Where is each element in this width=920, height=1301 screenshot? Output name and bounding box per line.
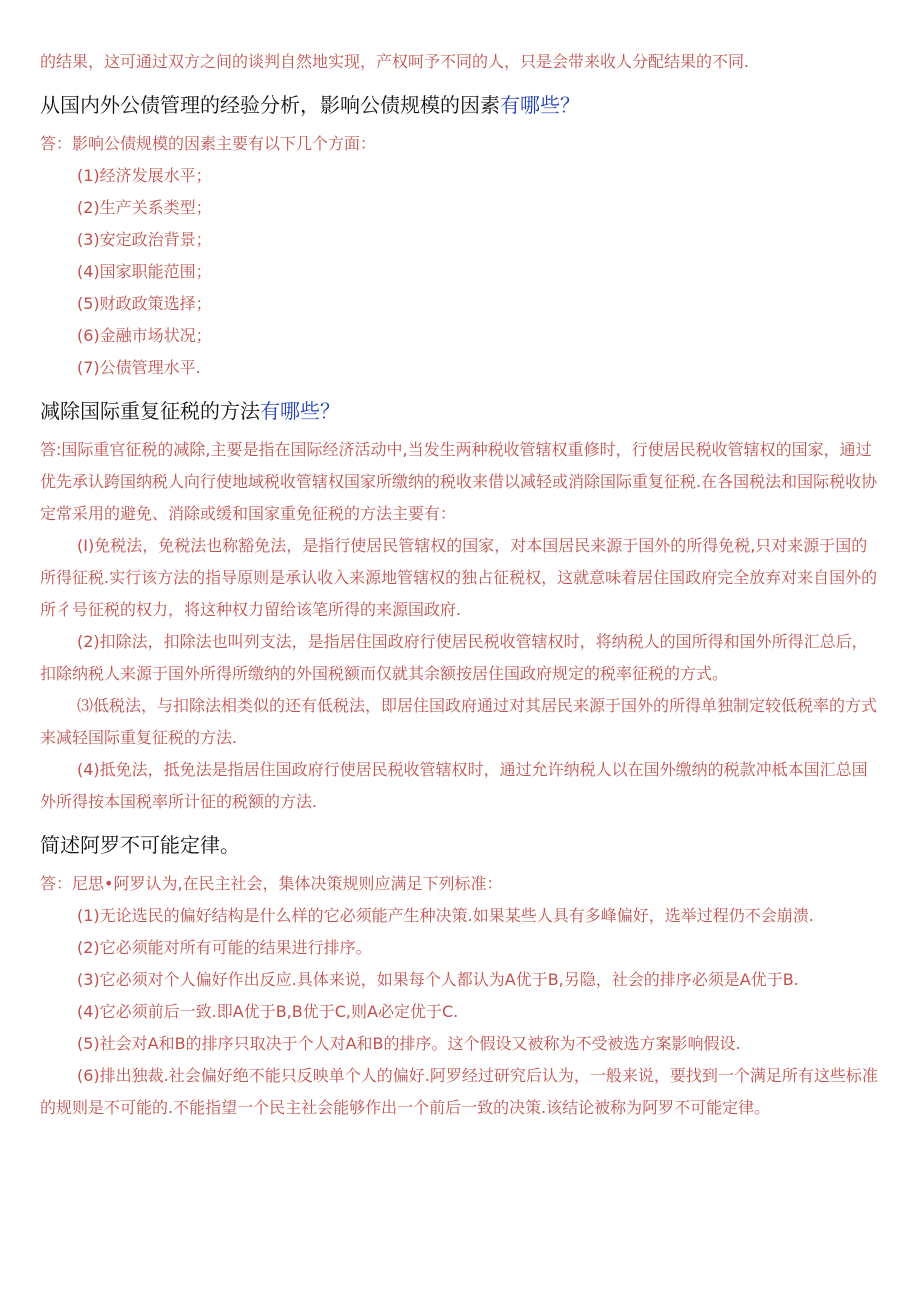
list-item: (3)安定政治背景； — [77, 230, 212, 249]
criterion-paragraph: (4)它必须前后一致.即A优于B,B优于C,则A必定优于C. — [77, 1002, 459, 1021]
list-item: (6)金融市场状况； — [77, 326, 212, 345]
list-item: (7)公债管理水平. — [77, 358, 201, 377]
section-heading — [40, 830, 880, 860]
criterion-paragraph: (2)它必须能对所有可能的结果进行排序。 — [77, 938, 372, 957]
list-item: (4)国家职能范围； — [77, 262, 212, 281]
criterion-paragraph: (1)无论选民的偏好结构是什么样的它必须能产生种决策.如果某些人具有多峰偏好，选举过程仍不会崩溃. — [77, 906, 814, 925]
criterion-paragraph: (5)社会对A和B的排序只取决于个人对A和B的排序。这个假设又被称为不受被选方案影响假设. — [77, 1034, 741, 1053]
criterion-paragraph: (6)排出独裁.社会偏好绝不能只反映单个人的偏好.阿罗经过研究后认为，一般来说，要找到一个满足所有这些标准的规则是不可能的.不能指望一个民主社会能够作出一个前后一致的决策.该结论被称为阿罗不可能定律。 — [40, 1066, 878, 1117]
heading-text: 简述阿罗不可能定律。 — [40, 833, 240, 857]
section-heading — [40, 396, 880, 426]
method-paragraph: (2)扣除法，扣除法也叫列支法，是指居住国政府行使居民税收管辖权时，将纳税人的国所得和国外所得汇总后，扣除纳税人来源于国外所得所缴纳的外国税额而仅就其余额按居住国政府规定的税率征税的方式。 — [40, 632, 868, 683]
section-double-taxation — [40, 396, 880, 818]
method-paragraph: ⑶低税法，与扣除法相类似的还有低税法，即居住国政府通过对其居民来源于国外的所得单独制定较低税率的方式来减轻国际重复征税的方法. — [40, 696, 878, 747]
section-arrow-theorem — [40, 830, 880, 1124]
section-public-debt — [40, 90, 880, 384]
heading-text: 从国内外公债管理的经验分析，影响公债规模的因素 — [40, 93, 500, 117]
answer-intro: 答：影响公债规模的因素主要有以下几个方面： — [40, 134, 377, 153]
section-heading — [40, 90, 880, 120]
method-paragraph: (I)免税法，免税法也称豁免法，是指行使居民管辖权的国家，对本国居民来源于国外的所得免税,只对来源于国的所得征税.实行该方法的指导原则是承认收入来源地管辖权的独占征税权，这就意味着居住国政府完全放弃对来自国外的所彳号征税的权力，将这种权力留给该笔所得的来源国政府. — [40, 536, 878, 619]
heading-tail: 有哪些？ — [500, 93, 580, 117]
criterion-paragraph: (3)它必须对个人偏好作出反应.具体来说，如果每个人都认为A优于B,另隐，社会的排序必须是A优于B. — [77, 970, 799, 989]
method-paragraph: (4)抵免法，抵免法是指居住国政府行使居民税收管辖权时，通过允许纳税人以在国外缴纳的税款冲柢本国汇总国外所得按本国税率所计征的税额的方法. — [40, 760, 868, 811]
heading-text: 减除国际重复征税的方法 — [40, 399, 260, 423]
intro-paragraph: 的结果，这可通过双方之间的谈判自然地实现，产权呵予不同的人，只是会带来收人分配结果的不同. — [40, 52, 750, 71]
heading-tail: 有哪些？ — [260, 399, 340, 423]
answer-intro: 答:国际重官征税的减除,主要是指在国际经济活动中,当发生两种税收管辖权重修时，行使居民税收管辖权的国家，通过优先承认跨国纳税人向行使地域税收管辖权国家所缴纳的税收来借以减轻或消除国际重复征税.在各国税法和国际税收协定常采用的避免、消除或缓和国家重免征税的方法主要有： — [40, 440, 878, 523]
list-item: (5)财政政策选择； — [77, 294, 212, 313]
answer-intro: 答：尼思•阿罗认为,在民主社会，集体决策规则应满足下列标准： — [40, 874, 503, 893]
list-item: (2)生产关系类型； — [77, 198, 212, 217]
list-item: (1)经济发展水平； — [77, 166, 212, 185]
